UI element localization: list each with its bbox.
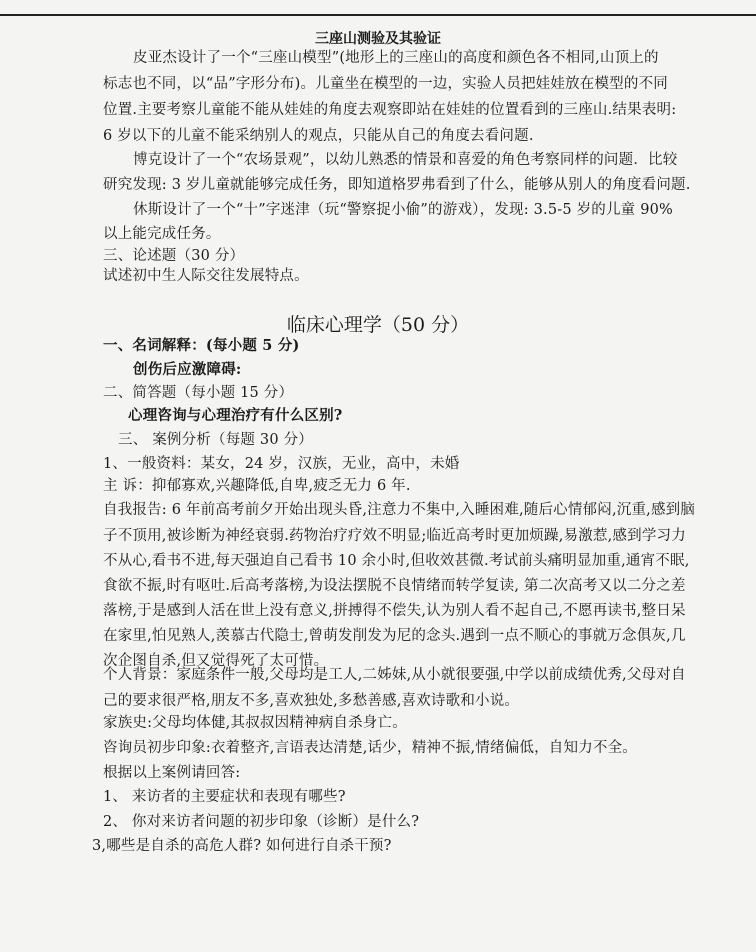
family-history: 家族史:父母均体健,其叔叔因精神病自杀身亡。 <box>103 715 407 731</box>
case-question: 3,哪些是自杀的高危人群? 如何进行自杀干预? <box>92 838 392 854</box>
self-report-line: 自我报告: 6 年前高考前夕开始出现头昏,注意力不集中,入睡困难,随后心情郁闷,沉重,感到脑 <box>103 502 696 518</box>
question-heading: 二、简答题（每小题 15 分） <box>103 385 294 401</box>
essay-question: 试述初中生人际交往发展特点。 <box>103 268 309 284</box>
self-report-line: 子不顶用,被诊断为神经衰弱.药物治疗疗效不明显;临近高考时更加烦躁,易激惹,感到学习力 <box>103 528 686 544</box>
self-report-line: 在家里,怕见熟人,羡慕古代隐士,曾萌发削发为尼的念头.遇到一点不顺心的事就万念俱灰,几 <box>103 628 686 644</box>
paragraph-line: 皮亚杰设计了一个“三座山模型”(地形上的三座山的高度和颜色各不相同,山顶上的 <box>133 50 659 66</box>
case-question: 2、 你对来访者问题的初步印象（诊断）是什么? <box>103 814 420 830</box>
case-complaint: 主 诉：抑郁寡欢,兴趣降低,自卑,疲乏无力 6 年. <box>103 478 411 494</box>
section-title: 临床心理学（50 分） <box>286 314 470 336</box>
paragraph-line: 标志也不同，以“品”字形分布)。儿童坐在模型的一边，实验人员把娃娃放在模型的不同 <box>103 76 668 92</box>
paragraph-line: 位置.主要考察儿童能不能从娃娃的角度去观察即站在娃娃的位置看到的三座山.结果表明: <box>103 102 677 118</box>
question-item: 创伤后应激障碍: <box>133 361 242 378</box>
self-report-line: 落榜,于是感到人活在世上没有意义,拼搏得不偿失,认为别人看不起自己,不愿再读书,整日呆 <box>103 603 686 619</box>
personal-background-line: 己的要求很严格,朋友不多,喜欢独处,多愁善感,喜欢诗歌和小说。 <box>103 693 520 709</box>
paragraph-line: 研究发现: 3 岁儿童就能够完成任务，即知道格罗弗看到了什么，能够从别人的角度看问题. <box>103 177 691 193</box>
paragraph-line: 休斯设计了一个“十”字迷津（玩“警察捉小偷”的游戏），发现: 3.5-5 岁的儿童 90% <box>133 202 674 218</box>
self-report-line: 食欲不振,时有呕吐.后高考落榜,为设法摆脱不良情绪而转学复读, 第二次高考又以二分之差 <box>103 578 686 594</box>
paragraph-line: 以上能完成任务。 <box>103 226 221 242</box>
paragraph-line: 博克设计了一个“农场景观”，以幼儿熟悉的情景和喜爱的角色考察同样的问题．比较 <box>133 152 678 168</box>
top-rule <box>0 14 756 16</box>
question-heading: 三、 案例分析（每题 30 分） <box>118 432 313 448</box>
question-item: 心理咨询与心理治疗有什么区别? <box>128 407 343 424</box>
self-report-line: 不从心,看书不进,每天强迫自己看书 10 余小时,但收效甚微.考试前头痛明显加重,通宵不眠, <box>103 553 690 569</box>
question-heading: 一、名词解释：(每小题 5 分) <box>103 337 300 354</box>
counselor-impression: 咨询员初步印象:衣着整齐,言语表达清楚,话少，精神不振,情绪偏低，自知力不全。 <box>103 740 638 756</box>
self-report-line: 次企图自杀,但又觉得死了太可惜。 <box>103 653 329 669</box>
answer-prompt: 根据以上案例请回答: <box>103 765 241 781</box>
section-title: 三座山测验及其验证 <box>315 31 441 47</box>
case-general-info: 1、一般资料：某女，24 岁，汉族，无业，高中，未婚 <box>103 456 460 472</box>
case-question: 1、 来访者的主要症状和表现有哪些? <box>103 789 346 805</box>
essay-heading: 三、论述题（30 分） <box>103 248 245 264</box>
paragraph-line: 6 岁以下的儿童不能采纳别人的观点，只能从自己的角度去看问题. <box>103 128 534 144</box>
personal-background-line: 个人背景：家庭条件一般,父母均是工人,二姊妹,从小就很要强,中学以前成绩优秀,父母对自 <box>103 667 686 683</box>
